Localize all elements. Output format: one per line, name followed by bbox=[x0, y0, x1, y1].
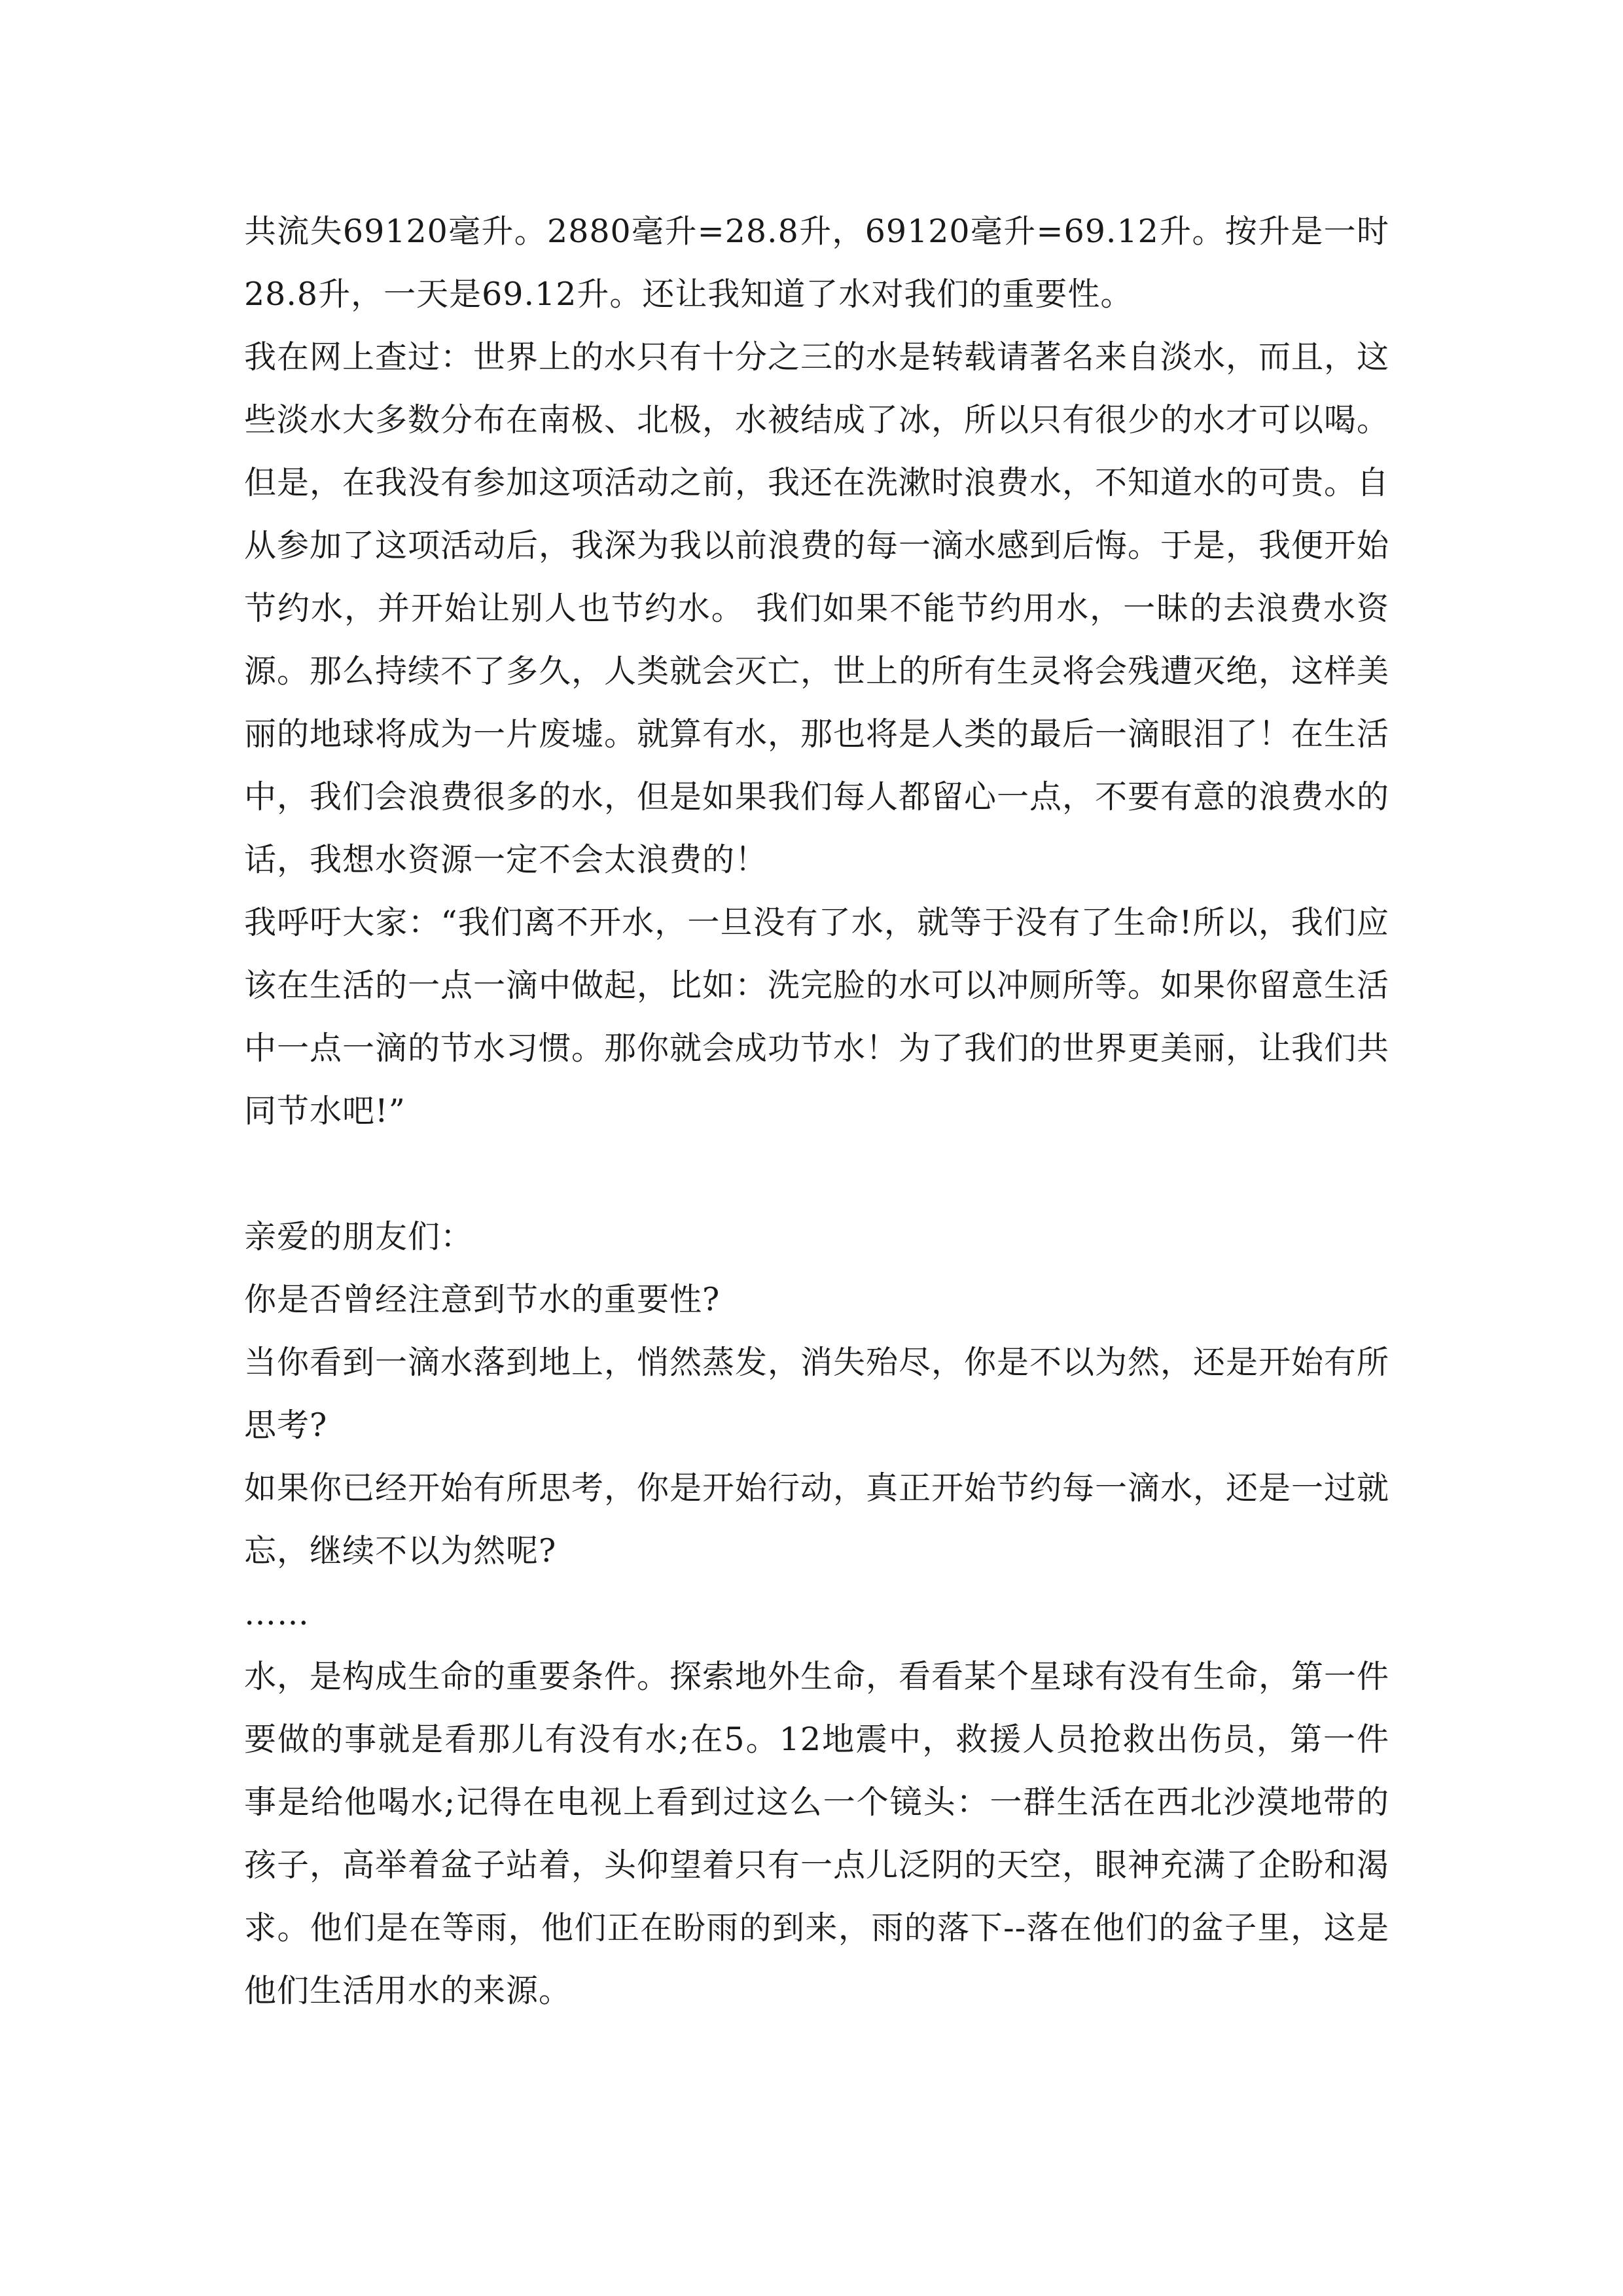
paragraph-question-2: 当你看到一滴水落到地上，悄然蒸发，消失殆尽，你是不以为然，还是开始有所思考? bbox=[244, 1344, 1390, 1444]
paragraph-question-3: 如果你已经开始有所思考，你是开始行动，真正开始节约每一滴水，还是一过就忘，继续不以为然呢? bbox=[244, 1469, 1390, 1570]
paragraph-ellipsis: …… bbox=[244, 1595, 310, 1632]
text-section-two bbox=[244, 1206, 1389, 2022]
paragraph-online-research: 我在网上查过：世界上的水只有十分之三的水是转载请著名来自淡水，而且，这些淡水大多数分布在南极、北极，水被结成了冰，所以只有很少的水才可以喝。但是，在我没有参加这项活动之前，我还在洗漱时浪费水，不知道水的可贵。自从参加了这项活动后，我深为我以前浪费的每一滴水感到后悔。于是，我便开始节约水，并开始让别人也节约水。 我们如果不能节约用水，一昧的去浪费水资源。那么持续不了多久，人类就会灭亡，世上的所有生灵将会残遭灭绝，这样美丽的地球将成为一片废墟。就算有水，那也将是人类的最后一滴眼泪了！在生活中，我们会浪费很多的水，但是如果我们每人都留心一点，不要有意的浪费水的话，我想水资源一定不会太浪费的！ bbox=[244, 338, 1390, 878]
paragraph-water-life: 水，是构成生命的重要条件。探索地外生命，看看某个星球有没有生命，第一件要做的事就是看那儿有没有水;在5。12地震中，救援人员抢救出伤员，第一件事是给他喝水;记得在电视上看到过这么一个镜头：一群生活在西北沙漠地带的孩子，高举着盆子站着，头仰望着只有一点儿泛阴的天空，眼神充满了企盼和渴求。他们是在等雨，他们正在盼雨的到来，雨的落下--落在他们的盆子里，这是他们生活用水的来源。 bbox=[244, 1658, 1390, 2009]
paragraph-water-loss: 共流失69120毫升。2880毫升=28.8升，69120毫升=69.12升。按升是一时28.8升，一天是69.12升。还让我知道了水对我们的重要性。 bbox=[244, 213, 1389, 313]
text-section-one bbox=[244, 200, 1389, 1143]
paragraph-greeting: 亲爱的朋友们： bbox=[244, 1218, 474, 1255]
paragraph-question-1: 你是否曾经注意到节水的重要性? bbox=[244, 1281, 721, 1318]
paragraph-appeal: 我呼吁大家：“我们离不开水，一旦没有了水，就等于没有了生命!所以，我们应该在生活的一点一滴中做起，比如：洗完脸的水可以冲厕所等。如果你留意生活中一点一滴的节水习惯。那你就会成功节水！为了我们的世界更美丽，让我们共同节水吧!” bbox=[244, 904, 1390, 1130]
